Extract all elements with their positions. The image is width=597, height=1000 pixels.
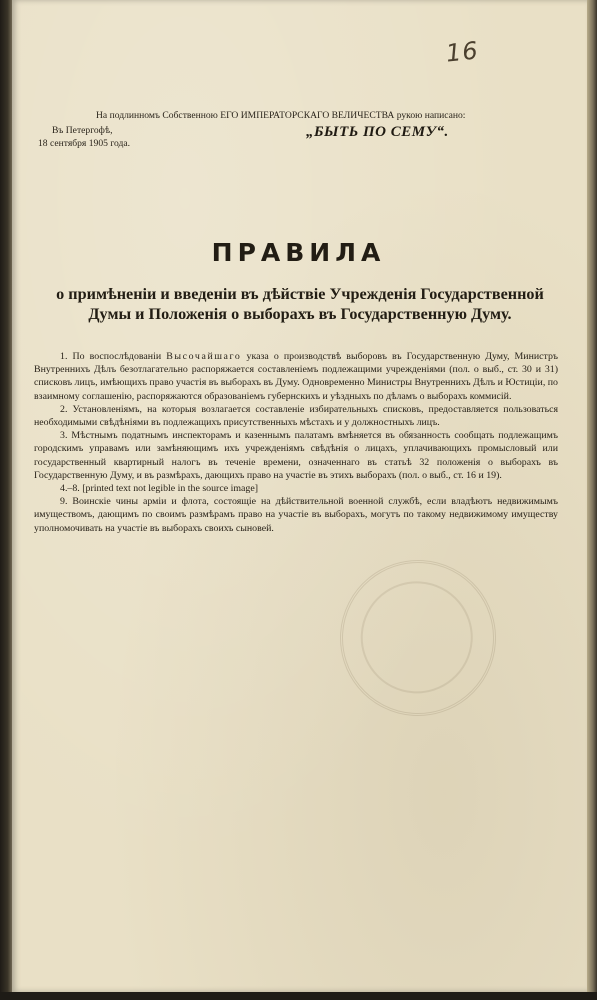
imperial-assent-note: На подлинномъ Собственною ЕГО ИМПЕРАТОРСКАГО ВЕЛИЧЕСТВА рукою написано: bbox=[96, 110, 466, 121]
rule-paragraphs-4-8: 4.–8. [printed text not legible in the source image] bbox=[60, 483, 258, 495]
rule-paragraph-1 bbox=[34, 350, 558, 403]
rule-1-emphasis: Высочайшаго bbox=[166, 351, 242, 362]
faded-stamp-inner-ring bbox=[346, 567, 487, 708]
imperial-assent-formula: „БЫТЬ ПО СЕМУ“. bbox=[306, 124, 449, 140]
scan-right-edge bbox=[587, 0, 597, 1000]
date-line: 18 сентября 1905 года. bbox=[38, 138, 131, 149]
handwritten-page-number: 16 bbox=[444, 36, 480, 68]
document-subtitle: о примѣненіи и введеніи въ дѣйствіе Учрежденія Государственной Думы и Положенія о выборахъ въ Государственную Думу. bbox=[56, 285, 544, 323]
scan-bottom-edge bbox=[0, 992, 597, 1000]
rule-1-text-a: 1. По воспослѣдованіи bbox=[60, 351, 167, 362]
place-line: Въ Петергофѣ, bbox=[52, 125, 113, 136]
rule-paragraph-3: 3. Мѣстнымъ податнымъ инспекторамъ и казеннымъ палатамъ вмѣняется въ обязанность сообщать подлежащимъ городскимъ управамъ или замѣняющимъ ихъ учрежденіямъ свѣдѣнія о лицахъ, уплачивающихъ промысловый или государственный квартирный налогъ въ теченіе времени, означеннаго въ статьѣ 32 положенія о выборахъ въ Государственную Думу, и въ размѣрахъ, дающихъ право на участіе въ этихъ выборахъ (пол. о выб., ст. 16 и 19). bbox=[34, 430, 558, 481]
place-and-date bbox=[38, 124, 178, 150]
rule-1-text-b: указа о производствѣ выборовъ въ Государственную Думу, Министръ Внутреннихъ Дѣлъ безотлагательно распоряжается составленіемъ подлежащими учрежденіями (пол. о выб., ст. 30 и 31) списковъ лицъ, имѣющихъ право участія въ выборахъ въ Думу. Одновременно Министры Внутреннихъ Дѣлъ и Юстиціи, по взаимному соглашенію, распоряжаются образованіемъ губернскихъ и уѣздныхъ по дѣламъ о выборахъ коммисій. bbox=[34, 351, 558, 402]
rule-paragraph-2: 2. Установленіямъ, на которыя возлагается составленіе избирательныхъ списковъ, предоставляется пользоваться необходимыми свѣдѣніями въ подлежащихъ присутственныхъ мѣстахъ и у должностныхъ лицъ. bbox=[34, 403, 558, 429]
rule-paragraph-9: 9. Воинскіе чины арміи и флота, состоящіе на дѣйствительной военной службѣ, если владѣютъ недвижимымъ имуществомъ, дающимъ по своимъ размѣрамъ право на участіе въ выборахъ, могутъ по такому недвижимому имуществу уполномочивать на участіе въ выборахъ своихъ сыновей. bbox=[34, 496, 558, 534]
rules-body bbox=[34, 350, 558, 535]
document-title: ПРАВИЛА bbox=[211, 238, 386, 267]
